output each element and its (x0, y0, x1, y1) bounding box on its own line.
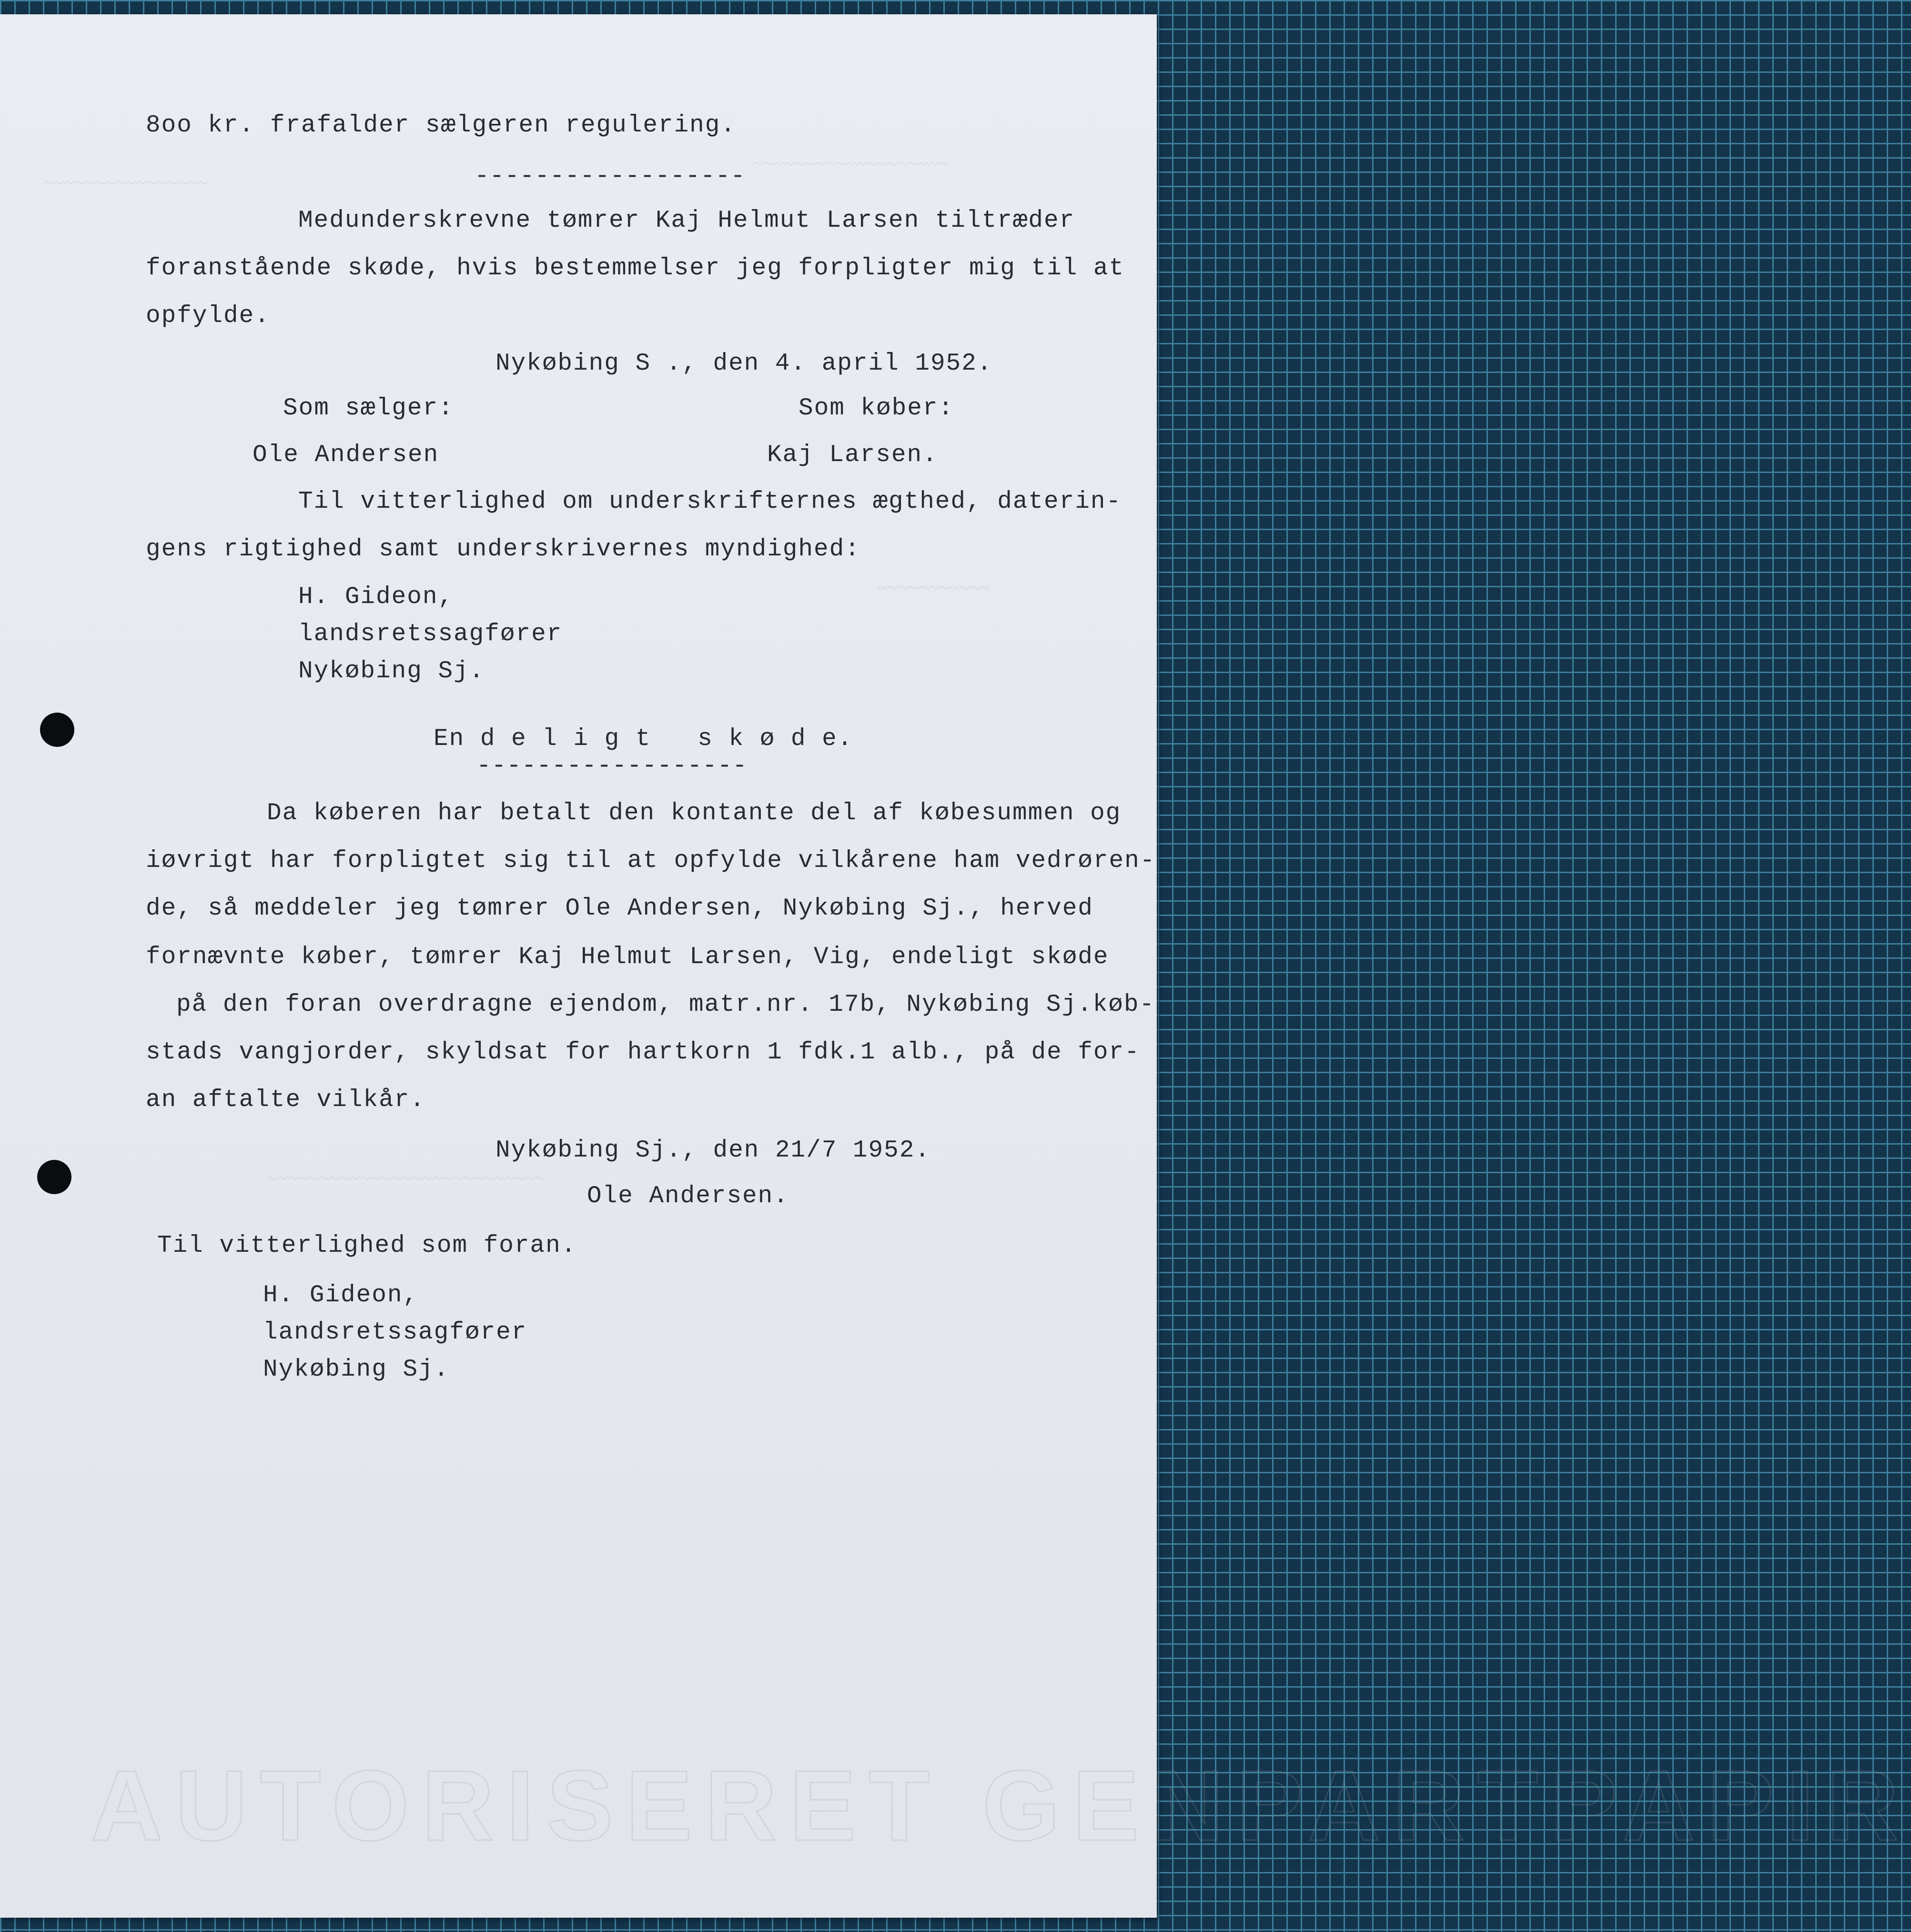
section-heading: En d e l i g t s k ø d e. (434, 725, 853, 753)
witness-title: landsretssagfører (263, 1319, 527, 1346)
seller-label: Som sælger: (283, 395, 454, 422)
witness-name: H. Gideon, (298, 584, 454, 611)
show-through-text: ~~~~~~~~~~~~~~~~ (43, 172, 208, 193)
show-through-text: ~~~~~~~~~~~ (877, 577, 991, 598)
seller-name: Ole Andersen (253, 442, 439, 469)
document-page (0, 14, 1911, 1918)
text-line: 8oo kr. frafalder sælgeren regulering. (146, 112, 736, 139)
text-line: an aftalte vilkår. (146, 1087, 425, 1114)
place-date-line: Nykøbing S ., den 4. april 1952. (495, 350, 993, 377)
watermark-text: AUTORISERET GENPARTPAPIR (91, 1750, 1911, 1862)
text-line: opfylde. (146, 302, 270, 330)
witness-name: H. Gideon, (263, 1282, 419, 1309)
text-line: Medunderskrevne tømrer Kaj Helmut Larsen tiltræder (298, 207, 1075, 234)
text-line: stads vangjorder, skyldsat for hartkorn 1 fdk.1 alb., på de for- (146, 1039, 1140, 1066)
punch-hole-bottom (37, 1160, 71, 1194)
show-through-text: ~~~~~~~~~~~~~~~~~~~ (753, 153, 949, 174)
text-line: Til vitterlighed om underskrifternes ægthed, daterin- (298, 488, 1122, 515)
witness-place: Nykøbing Sj. (298, 658, 485, 685)
underline-rule: ------------------ (475, 163, 746, 190)
place-date-line: Nykøbing Sj., den 21/7 1952. (495, 1137, 930, 1164)
witness-place: Nykøbing Sj. (263, 1356, 450, 1383)
punch-hole-top (40, 713, 74, 747)
buyer-label: Som køber: (799, 395, 954, 422)
text-line: de, så meddeler jeg tømrer Ole Andersen, Nykøbing Sj., herved (146, 895, 1093, 922)
text-line: fornævnte køber, tømrer Kaj Helmut Larsen, Vig, endeligt skøde (146, 944, 1109, 971)
buyer-name: Kaj Larsen. (767, 442, 938, 469)
show-through-text: ~~~~~~~~~~~~~~~~~~~~~~~~~~~ (267, 1167, 546, 1189)
heading-underline-rule: ------------------ (476, 753, 748, 780)
text-line: Til vitterlighed som foran. (157, 1232, 577, 1259)
text-line: iøvrigt har forpligtet sig til at opfylde vilkårene ham vedrøren- (146, 847, 1156, 875)
text-line: Da køberen har betalt den kontante del af købesummen og (267, 800, 1122, 827)
witness-title: landsretssagfører (298, 621, 563, 648)
seller-signature-name: Ole Andersen. (587, 1183, 789, 1210)
text-line: gens rigtighed samt underskrivernes myndighed: (146, 536, 860, 563)
text-line: foranstående skøde, hvis bestemmelser jeg forpligter mig til at (146, 255, 1125, 282)
text-line: på den foran overdragne ejendom, matr.nr. 17b, Nykøbing Sj.køb- (176, 991, 1155, 1018)
